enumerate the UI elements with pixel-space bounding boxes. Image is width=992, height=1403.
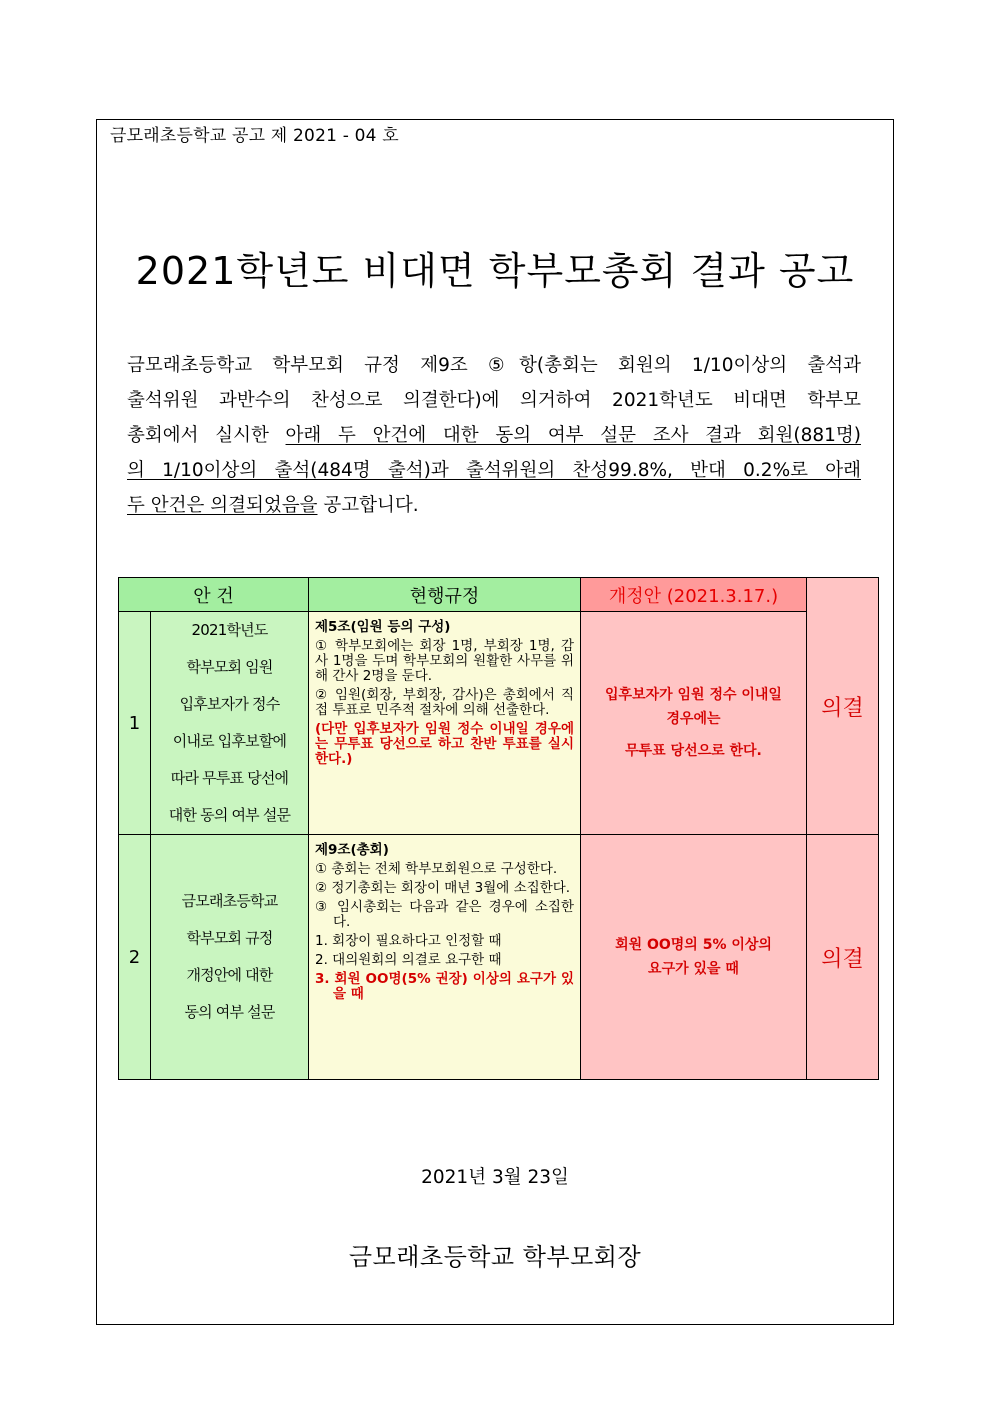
page-title: 2021학년도 비대면 학부모총회 결과 공고 <box>135 249 855 293</box>
body-line-4-underlined: 의 1/10이상의 출석(484명 출석)과 출석위원의 찬성99.8%, 반대 0.2%로 아래 <box>127 460 861 481</box>
rule-2-paragraph: ① 총회는 전체 학부모회원으로 구성한다. <box>315 861 558 877</box>
body-line-1: 금모래초등학교 학부모회 규정 제9조 ⑤항(총회는 회원의 1/10이상의 출석과 <box>127 355 861 376</box>
agenda-cell-1 <box>151 612 309 835</box>
revision-1-line: 경우에는 <box>666 711 721 727</box>
rule-2-paragraph: 1. 회장이 필요하다고 인정할 때 <box>315 933 502 949</box>
revision-cell-1 <box>581 612 807 835</box>
rule-2-heading: 제9조(총회) <box>315 842 389 858</box>
rule-2-paragraph: ③ 임시총회는 다음과 같은 경우에 소집한다. <box>315 899 574 930</box>
table-row <box>119 835 879 1080</box>
agenda-2-line: 동의 여부 설문 <box>184 1003 275 1021</box>
row-number-1: 1 <box>119 612 151 835</box>
body-line-3-plain: 총회에서 실시한 <box>127 425 286 446</box>
table-header-row <box>119 578 879 612</box>
header-revision: 개정안 (2021.3.17.) <box>581 578 807 612</box>
announcement-body <box>127 348 861 523</box>
agenda-2-line: 학부모회 규정 <box>186 929 273 947</box>
body-line-3 <box>127 418 861 453</box>
agenda-2-line: 금모래초등학교 <box>181 892 278 910</box>
table-row <box>119 612 879 835</box>
body-line-5-plain: 공고합니다. <box>317 495 419 516</box>
announcement-date: 2021년 3월 23일 <box>421 1167 569 1188</box>
rule-2-paragraph: ② 정기총회는 회장이 매년 3월에 소집한다. <box>315 880 571 896</box>
body-line-4 <box>127 453 861 488</box>
agenda-1-line: 학부모회 임원 <box>186 658 273 676</box>
agenda-table <box>118 577 879 1080</box>
body-line-3-underlined: 아래 두 안건에 대한 동의 여부 설문 조사 결과 회원(881명) <box>285 425 861 446</box>
agenda-1-line: 대한 동의 여부 설문 <box>168 806 291 824</box>
agenda-1-line: 2021학년도 <box>191 621 268 639</box>
result-1: 의결 <box>807 578 879 835</box>
result-2: 의결 <box>807 835 879 1080</box>
header-agenda: 안 건 <box>119 578 309 612</box>
current-rule-cell-2 <box>309 835 581 1080</box>
revision-1-line: 입후보자가 임원 정수 이내일 <box>605 687 782 703</box>
agenda-1-line: 입후보자가 정수 <box>179 695 280 713</box>
rule-1-paragraph: ② 임원(회장, 부회장, 감사)은 총회에서 직접 투표로 민주적 절차에 의해 선출한다. <box>315 687 574 718</box>
agenda-1-line: 따라 무투표 당선에 <box>170 769 289 787</box>
rule-1-paragraph: ① 학부모회에는 회장 1명, 부회장 1명, 감사 1명을 두며 학부모회의 원활한 사무를 위해 간사 2명을 둔다. <box>315 638 574 684</box>
header-current-rule: 현행규정 <box>309 578 581 612</box>
rule-2-proviso: 3. 회원 OO명(5% 권장) 이상의 요구가 있을 때 <box>315 971 574 1002</box>
notice-number: 금모래초등학교 공고 제 2021 - 04 호 <box>110 126 399 146</box>
rule-1-heading: 제5조(임원 등의 구성) <box>315 619 451 635</box>
row-number-2: 2 <box>119 835 151 1080</box>
body-line-2: 출석위원 과반수의 찬성으로 의결한다)에 의거하여 2021학년도 비대면 학부모 <box>127 390 861 411</box>
body-line-5-underlined: 두 안건은 의결되었음을 <box>127 495 318 516</box>
agenda-2-line: 개정안에 대한 <box>186 966 273 984</box>
revision-cell-2 <box>581 835 807 1080</box>
revision-2-line: 회원 OO명의 5% 이상의 <box>615 937 772 953</box>
agenda-1-line: 이내로 입후보할에 <box>172 732 287 750</box>
revision-2-line: 요구가 있을 때 <box>648 961 739 977</box>
body-line-5 <box>127 488 861 523</box>
agenda-cell-2 <box>151 835 309 1080</box>
rule-2-paragraph: 2. 대의원회의 의결로 요구한 때 <box>315 952 502 968</box>
current-rule-cell-1 <box>309 612 581 835</box>
signer-name: 금모래초등학교 학부모회장 <box>348 1243 642 1271</box>
revision-1-line: 무투표 당선으로 한다. <box>625 743 762 759</box>
rule-1-proviso: (다만 입후보자가 임원 정수 이내일 경우에는 무투표 당선으로 하고 찬반 투표를 실시한다.) <box>315 721 574 767</box>
